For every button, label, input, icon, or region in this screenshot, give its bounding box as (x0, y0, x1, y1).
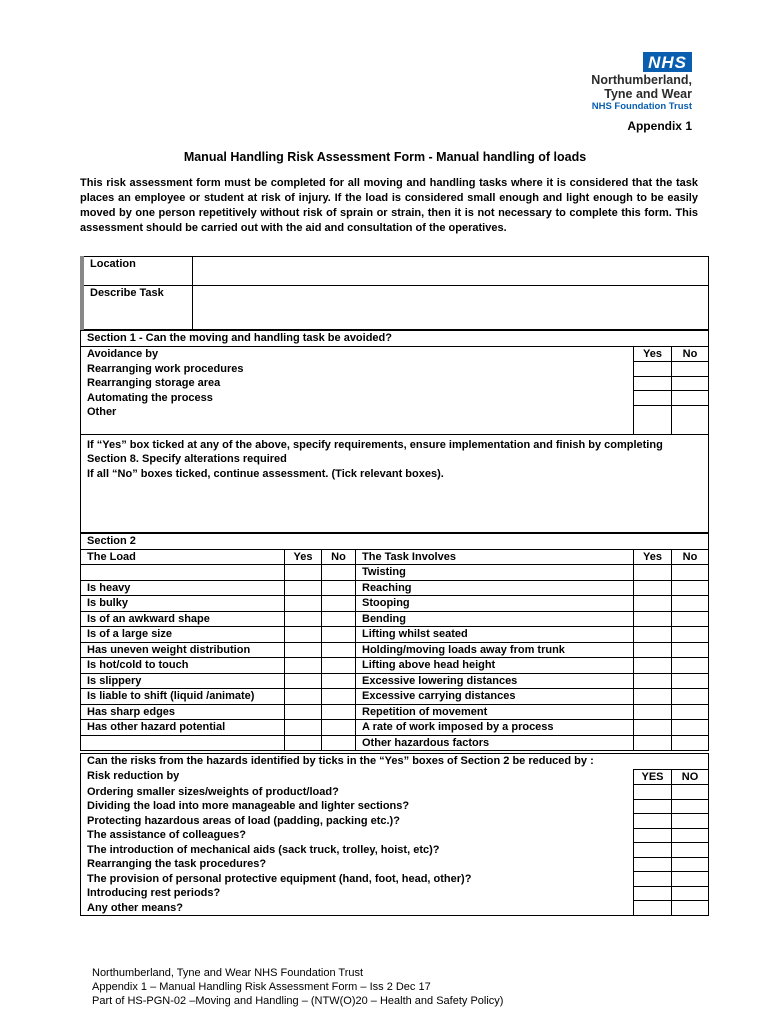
task-no-checkbox[interactable] (672, 658, 709, 674)
location-field[interactable] (192, 257, 709, 286)
avoidance-no-checkbox[interactable] (672, 391, 709, 406)
intro-paragraph: This risk assessment form must be completed for all moving and handling tasks where it is considered that the task places an employee or student at risk of injury. If the load is considered small enough and light enough to be easily moved by one person repetitively without risk of sprain or strain, then it is not necessary to complete this form. This assessment should be carried out with the aid and consultation of the operatives. (80, 177, 698, 234)
reduction-yes-checkbox[interactable] (634, 814, 672, 829)
avoidance-yes-checkbox[interactable] (634, 362, 672, 377)
reduction-yes-checkbox[interactable] (634, 799, 672, 814)
reduction-item: Introducing rest periods? (81, 886, 634, 901)
load-item: Has other hazard potential (81, 720, 285, 736)
reduction-no-checkbox[interactable] (672, 828, 709, 843)
task-yes-checkbox[interactable] (634, 596, 672, 612)
load-item: Is liable to shift (liquid /animate) (81, 689, 285, 705)
avoidance-yes-checkbox[interactable] (634, 391, 672, 406)
load-yes-checkbox[interactable] (285, 596, 322, 612)
reduction-item: Any other means? (81, 901, 634, 916)
footer-line3: Part of HS-PGN-02 –Moving and Handling – (NTW(O)20 – Health and Safety Policy) (92, 995, 504, 1007)
load-no-checkbox[interactable] (322, 735, 356, 751)
avoidance-no-checkbox[interactable] (672, 376, 709, 391)
avoidance-item: Automating the process (81, 391, 634, 406)
describe-task-label: Describe Task (82, 286, 192, 330)
load-yes-checkbox[interactable] (285, 580, 322, 596)
load-no-checkbox[interactable] (322, 704, 356, 720)
load-item: Is slippery (81, 673, 285, 689)
task-no-checkbox[interactable] (672, 735, 709, 751)
nhs-logo-badge: NHS (643, 52, 692, 72)
task-item: Twisting (356, 565, 634, 581)
trust-name-line3: NHS Foundation Trust (591, 101, 692, 112)
load-item (81, 565, 285, 581)
section1-yes-header: Yes (634, 346, 672, 362)
task-yes-checkbox[interactable] (634, 720, 672, 736)
task-item: Lifting whilst seated (356, 627, 634, 643)
avoidance-no-checkbox[interactable] (672, 362, 709, 377)
task-yes-checkbox[interactable] (634, 689, 672, 705)
task-item: Stooping (356, 596, 634, 612)
trust-name-line1: Northumberland, (591, 73, 692, 87)
task-no-header: No (672, 549, 709, 565)
reduction-item: Dividing the load into more manageable and lighter sections? (81, 799, 634, 814)
reduction-no-header: NO (672, 769, 709, 785)
reduction-yes-checkbox[interactable] (634, 843, 672, 858)
task-yes-checkbox[interactable] (634, 658, 672, 674)
avoidance-yes-checkbox[interactable] (634, 405, 672, 434)
avoidance-label: Avoidance by (81, 346, 634, 362)
load-yes-checkbox[interactable] (285, 720, 322, 736)
load-item (81, 735, 285, 751)
reduction-no-checkbox[interactable] (672, 901, 709, 916)
reduction-yes-checkbox[interactable] (634, 828, 672, 843)
task-yes-checkbox[interactable] (634, 642, 672, 658)
reduction-no-checkbox[interactable] (672, 843, 709, 858)
avoidance-item: Rearranging storage area (81, 376, 634, 391)
reduction-no-checkbox[interactable] (672, 886, 709, 901)
task-header: The Task Involves (356, 549, 634, 565)
task-yes-checkbox[interactable] (634, 735, 672, 751)
reduction-yes-checkbox[interactable] (634, 857, 672, 872)
section2-table (80, 533, 709, 751)
appendix-label: Appendix 1 (627, 119, 692, 133)
load-no-checkbox[interactable] (322, 596, 356, 612)
section1-note-line1: If “Yes” box ticked at any of the above, specify requirements, ensure implementation and finish by completing Section 8. Specify alterations required (87, 438, 663, 465)
task-no-checkbox[interactable] (672, 627, 709, 643)
load-yes-checkbox[interactable] (285, 735, 322, 751)
load-item: Is of a large size (81, 627, 285, 643)
load-no-checkbox[interactable] (322, 565, 356, 581)
load-no-checkbox[interactable] (322, 689, 356, 705)
load-yes-checkbox[interactable] (285, 673, 322, 689)
task-item: Excessive lowering distances (356, 673, 634, 689)
task-no-checkbox[interactable] (672, 642, 709, 658)
task-item: Holding/moving loads away from trunk (356, 642, 634, 658)
reduction-no-checkbox[interactable] (672, 814, 709, 829)
load-yes-checkbox[interactable] (285, 565, 322, 581)
task-yes-checkbox[interactable] (634, 565, 672, 581)
task-no-checkbox[interactable] (672, 596, 709, 612)
reduction-yes-header: YES (634, 769, 672, 785)
reduction-item: The provision of personal protective equipment (hand, foot, head, other)? (81, 872, 634, 887)
reduction-item: The introduction of mechanical aids (sack truck, trolley, hoist, etc)? (81, 843, 634, 858)
task-no-checkbox[interactable] (672, 720, 709, 736)
reduction-yes-checkbox[interactable] (634, 886, 672, 901)
footer-line1: Northumberland, Tyne and Wear NHS Foundation Trust (92, 967, 364, 979)
describe-task-field[interactable] (192, 286, 709, 330)
reduction-item: Rearranging the task procedures? (81, 857, 634, 872)
load-yes-checkbox[interactable] (285, 627, 322, 643)
reduction-item: Protecting hazardous areas of load (padding, packing etc.)? (81, 814, 634, 829)
task-item: Other hazardous factors (356, 735, 634, 751)
nhs-trust-logo (562, 52, 692, 112)
task-no-checkbox[interactable] (672, 565, 709, 581)
reduction-label: Risk reduction by (81, 769, 634, 785)
trust-name-line2: Tyne and Wear (604, 87, 692, 101)
load-item: Is hot/cold to touch (81, 658, 285, 674)
task-yes-checkbox[interactable] (634, 580, 672, 596)
avoidance-yes-checkbox[interactable] (634, 376, 672, 391)
task-item: Reaching (356, 580, 634, 596)
task-no-checkbox[interactable] (672, 704, 709, 720)
reduction-yes-checkbox[interactable] (634, 872, 672, 887)
load-no-checkbox[interactable] (322, 642, 356, 658)
load-yes-checkbox[interactable] (285, 611, 322, 627)
location-label: Location (82, 257, 192, 286)
task-no-checkbox[interactable] (672, 673, 709, 689)
section1-heading: Section 1 - Can the moving and handling task be avoided? (81, 331, 709, 347)
load-header: The Load (81, 549, 285, 565)
load-item: Is heavy (81, 580, 285, 596)
load-item: Is of an awkward shape (81, 611, 285, 627)
load-no-checkbox[interactable] (322, 673, 356, 689)
reduction-item: The assistance of colleagues? (81, 828, 634, 843)
load-yes-checkbox[interactable] (285, 642, 322, 658)
section1-table (80, 330, 709, 533)
task-yes-checkbox[interactable] (634, 627, 672, 643)
load-no-checkbox[interactable] (322, 720, 356, 736)
task-no-checkbox[interactable] (672, 611, 709, 627)
reduction-question: Can the risks from the hazards identified by ticks in the “Yes” boxes of Section 2 be reduced by : (81, 754, 709, 770)
task-yes-header: Yes (634, 549, 672, 565)
section1-note-line2: If all “No” boxes ticked, continue assessment. (Tick relevant boxes). (87, 467, 444, 480)
section1-no-header: No (672, 346, 709, 362)
task-item: Bending (356, 611, 634, 627)
load-no-checkbox[interactable] (322, 611, 356, 627)
avoidance-item: Rearranging work procedures (81, 362, 634, 377)
task-yes-checkbox[interactable] (634, 673, 672, 689)
load-yes-header: Yes (285, 549, 322, 565)
reduction-item: Ordering smaller sizes/weights of product/load? (81, 785, 634, 800)
task-yes-checkbox[interactable] (634, 611, 672, 627)
load-item: Is bulky (81, 596, 285, 612)
load-no-checkbox[interactable] (322, 627, 356, 643)
avoidance-no-checkbox[interactable] (672, 405, 709, 434)
task-no-checkbox[interactable] (672, 580, 709, 596)
reduction-yes-checkbox[interactable] (634, 901, 672, 916)
avoidance-item: Other (81, 405, 634, 434)
task-item: A rate of work imposed by a process (356, 720, 634, 736)
reduction-table (80, 753, 709, 916)
load-yes-checkbox[interactable] (285, 658, 322, 674)
reduction-no-checkbox[interactable] (672, 872, 709, 887)
load-no-checkbox[interactable] (322, 580, 356, 596)
load-item: Has sharp edges (81, 704, 285, 720)
load-no-header: No (322, 549, 356, 565)
section1-note (81, 434, 709, 532)
reduction-no-checkbox[interactable] (672, 799, 709, 814)
task-item: Excessive carrying distances (356, 689, 634, 705)
load-yes-checkbox[interactable] (285, 689, 322, 705)
reduction-yes-checkbox[interactable] (634, 785, 672, 800)
form-title: Manual Handling Risk Assessment Form - Manual handling of loads (183, 150, 587, 164)
load-no-checkbox[interactable] (322, 658, 356, 674)
section2-heading: Section 2 (81, 534, 709, 550)
location-table (80, 256, 709, 330)
load-yes-checkbox[interactable] (285, 704, 322, 720)
load-item: Has uneven weight distribution (81, 642, 285, 658)
task-item: Lifting above head height (356, 658, 634, 674)
task-yes-checkbox[interactable] (634, 704, 672, 720)
reduction-no-checkbox[interactable] (672, 785, 709, 800)
task-no-checkbox[interactable] (672, 689, 709, 705)
page-footer (92, 966, 503, 1008)
footer-line2: Appendix 1 – Manual Handling Risk Assessment Form – Iss 2 Dec 17 (92, 981, 431, 993)
reduction-no-checkbox[interactable] (672, 857, 709, 872)
task-item: Repetition of movement (356, 704, 634, 720)
